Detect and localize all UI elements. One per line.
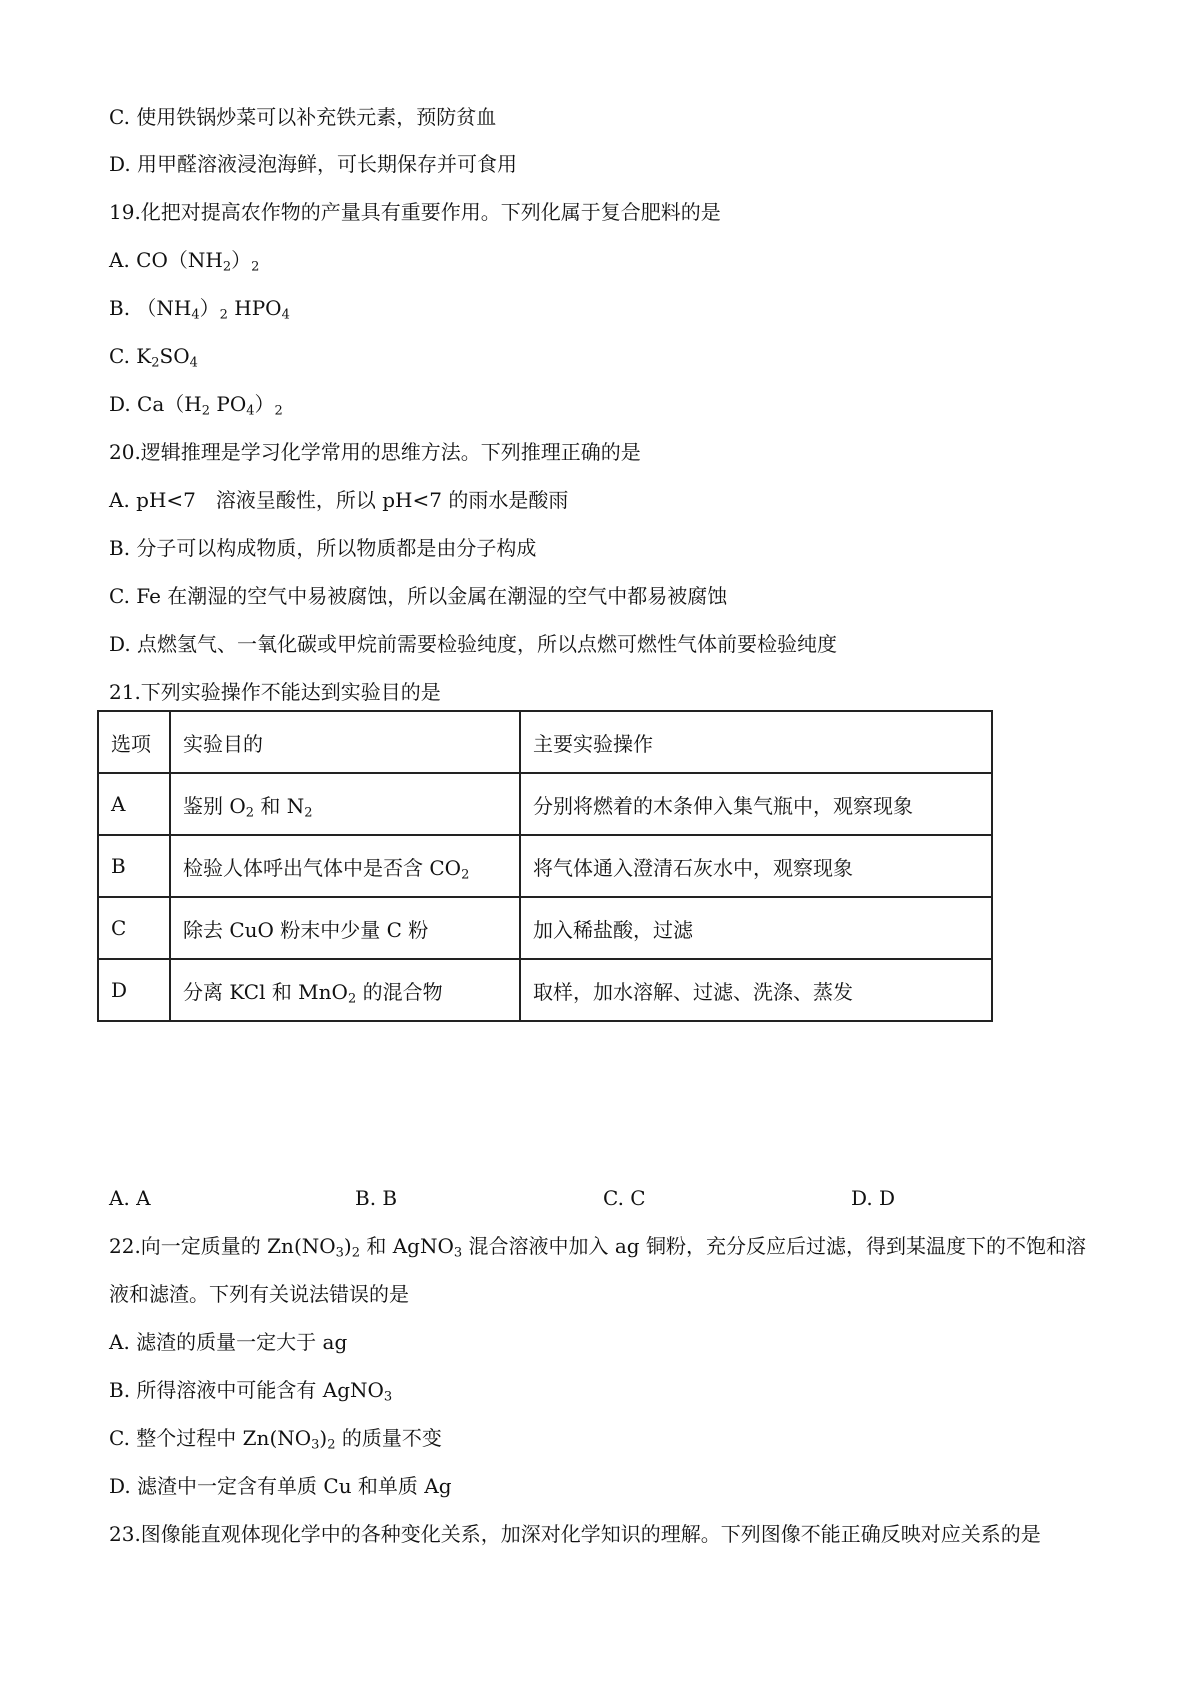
q22-option-a: A. 滤渣的质量一定大于 ag	[109, 1330, 348, 1354]
q20-option-c: C. Fe 在潮湿的空气中易被腐蚀，所以金属在潮湿的空气中都易被腐蚀	[109, 584, 728, 608]
q22-stem-line2: 液和滤渣。下列有关说法错误的是	[109, 1282, 409, 1306]
q19-option-b: B. $(NH_4)_2$ $HPO_4$	[109, 296, 290, 323]
q21-option-c: C. C	[603, 1186, 646, 1210]
header-option: 选项	[98, 711, 170, 773]
table-row	[98, 959, 992, 1021]
q22-stem-line1: 22.向一定质量的 $Zn(NO_3)_2$ 和 AgNO$_3$ 混合溶液中加入 ag 铜粉，充分反应后过滤，得到某温度下的不饱和溶	[109, 1234, 1086, 1261]
q20-stem: 20.逻辑推理是学习化学常用的思维方法。下列推理正确的是	[109, 440, 641, 464]
row-operation: 分别将燃着的木条伸入集气瓶中，观察现象	[520, 773, 992, 835]
q20-option-b: B. 分子可以构成物质，所以物质都是由分子构成	[109, 536, 537, 560]
row-operation: 将气体通入澄清石灰水中，观察现象	[520, 835, 992, 897]
q19-stem: 19.化把对提高农作物的产量具有重要作用。下列化属于复合肥料的是	[109, 200, 721, 224]
row-option: B	[98, 835, 170, 897]
q19-option-c: C. $K_2SO_4$	[109, 344, 198, 371]
q22-option-b: B. 所得溶液中可能含有 AgNO$_3$	[109, 1378, 393, 1405]
q22-option-c: C. 整个过程中 $Zn(NO_3)_2$ 的质量不变	[109, 1426, 442, 1453]
header-goal: 实验目的	[170, 711, 520, 773]
q21-option-a: A. A	[109, 1186, 151, 1210]
q18-option-c: C. 使用铁锅炒菜可以补充铁元素，预防贫血	[109, 105, 497, 129]
q18-option-d: D. 用甲醛溶液浸泡海鲜，可长期保存并可食用	[109, 152, 518, 176]
q22-option-d: D. 滤渣中一定含有单质 Cu 和单质 Ag	[109, 1474, 452, 1498]
row-option: A	[98, 773, 170, 835]
q21-option-d: D. D	[851, 1186, 896, 1210]
header-operation: 主要实验操作	[520, 711, 992, 773]
table-row	[98, 773, 992, 835]
q21-stem: 21.下列实验操作不能达到实验目的是	[109, 680, 441, 704]
table-header-row	[98, 711, 992, 773]
row-operation: 取样，加水溶解、过滤、洗涤、蒸发	[520, 959, 992, 1021]
q20-option-d: D. 点燃氢气、一氧化碳或甲烷前需要检验纯度，所以点燃可燃性气体前要检验纯度	[109, 632, 838, 656]
q19-option-d: D. $Ca(H_2$ $PO_4)_2$	[109, 392, 283, 419]
q23-stem: 23.图像能直观体现化学中的各种变化关系，加深对化学知识的理解。下列图像不能正确反映对应关系的是	[109, 1522, 1041, 1546]
row-option: C	[98, 897, 170, 959]
row-goal: 鉴别 $O_2$ 和 $N_2$	[170, 773, 520, 835]
row-option: D	[98, 959, 170, 1021]
table-row	[98, 835, 992, 897]
row-goal: 除去 CuO 粉末中少量 C 粉	[170, 897, 520, 959]
row-goal: 检验人体呼出气体中是否含 $CO_2$	[170, 835, 520, 897]
row-goal: 分离 KCl 和 MnO$_2$ 的混合物	[170, 959, 520, 1021]
q21-option-b: B. B	[355, 1186, 398, 1210]
row-operation: 加入稀盐酸，过滤	[520, 897, 992, 959]
q19-option-a: A. $CO(NH_2)_2$	[109, 248, 260, 275]
q20-option-a: A. pH<7 溶液呈酸性，所以 pH<7 的雨水是酸雨	[109, 488, 569, 512]
table-row	[98, 897, 992, 959]
experiment-table	[97, 710, 993, 1022]
